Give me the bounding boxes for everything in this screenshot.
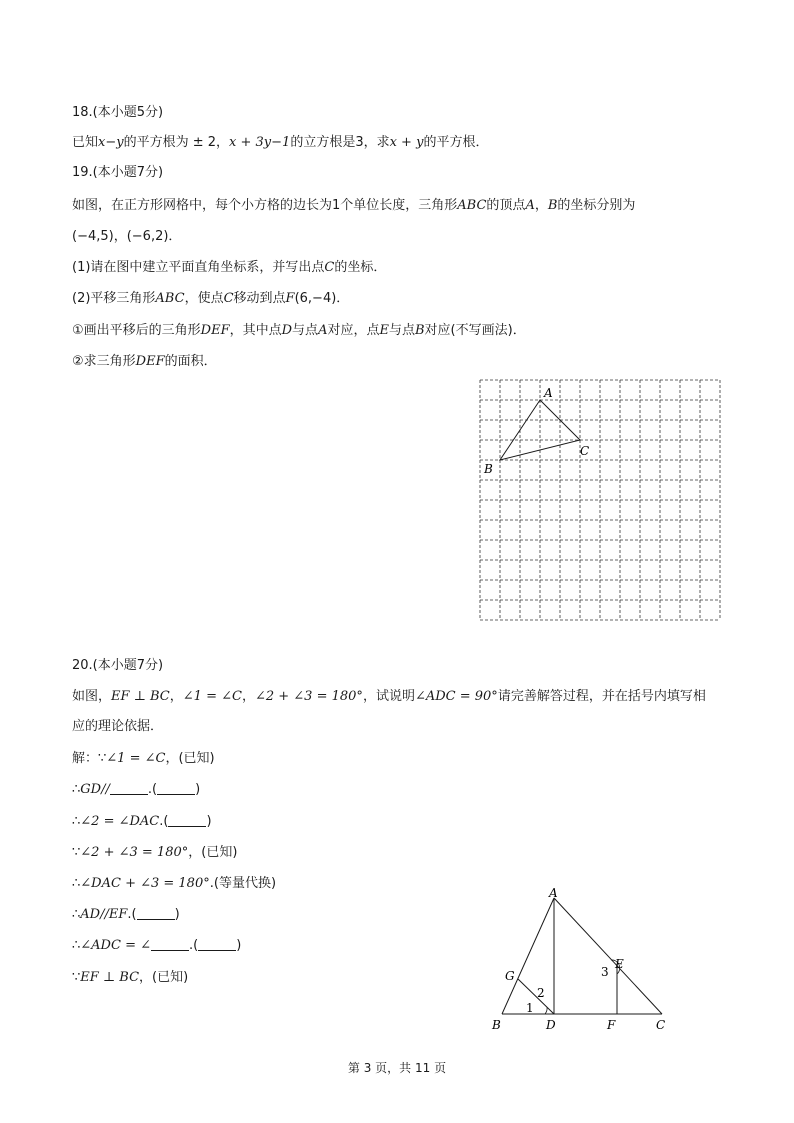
text: 对应(不写画法)． [424,323,526,338]
text: .( [188,938,199,953]
math: A [318,323,328,338]
text: 的平方根为 ± 2， [123,135,230,150]
grid-figure [472,372,728,628]
text: (1)请在图中建立平面直角坐标系，并写出点 [72,260,325,275]
q20-step-1 [72,781,200,799]
math: AD//EF [80,907,128,922]
text: ∴ [72,907,81,922]
text: ①画出平移后的三角形 [72,323,201,338]
q20-header: 20.(本小题7分) [72,658,164,673]
reason-blank[interactable] [198,937,236,951]
q19-sub2 [72,353,217,371]
text: ∵ [72,845,81,860]
math: ∠ADC = ∠ [80,938,151,953]
label-c: C [656,1018,666,1032]
math: B [414,323,425,338]
math: x + y [389,135,424,150]
q20-step-6 [72,937,241,955]
text: ，其中点 [229,323,282,338]
q20-intro-cont: 应的理论依据． [72,719,164,734]
text: ，(已知) [188,845,238,860]
text: ∴ [72,814,81,829]
q19-part2 [72,290,349,308]
math: C [324,260,335,275]
math: ABC [155,291,185,306]
text: 如图，在正方形网格中，每个小方格的边长为1个单位长度，三角形 [72,198,458,213]
text: ，使点 [184,291,224,306]
q20-intro [72,688,706,706]
angle-label-2: 2 [537,986,545,1000]
angle-label-1: 1 [526,1001,534,1015]
text: ∴ [72,938,81,953]
text: ， [534,198,548,213]
text: 的坐标分别为 [557,198,636,213]
reason-blank[interactable] [137,906,175,920]
math: ∠1 = ∠C [182,689,242,704]
text: 如图， [72,689,112,704]
label-f: F [607,1018,616,1032]
text: 对应，点 [327,323,380,338]
label-a: A [544,386,553,400]
math: ∠2 + ∠3 = 180° [254,689,363,704]
math: B [547,198,558,213]
label-g: G [505,969,515,983]
text: 解：∵ [72,751,107,766]
text: (6,−4) [294,291,337,306]
label-e: E [615,957,624,971]
angle-1-arc [545,1007,547,1014]
text: 移动到点 [233,291,286,306]
text: ， [241,689,255,704]
text: ②求三角形 [72,354,136,369]
text: 的面积． [164,354,217,369]
segment-gd [518,979,554,1014]
math: ∠2 + ∠3 = 180° [80,845,189,860]
angle-label-3: 3 [601,965,609,979]
math: ∠1 = ∠C [106,751,166,766]
q20-step-0 [72,750,215,768]
page-footer: 第 3 页，共 11 页 [347,1061,447,1075]
text: ∵ [72,970,81,985]
text: ． [336,291,350,306]
math: F [285,291,295,306]
math: ∠DAC + ∠3 = 180° [80,876,210,891]
math: ABC [457,198,487,213]
q20-step-2 [72,813,212,831]
math: E [379,323,389,338]
text: ，试说明 [362,689,415,704]
text: ) [174,907,180,922]
text: 的坐标． [334,260,387,275]
text: 与点 [292,323,319,338]
math: ∠2 = ∠DAC [80,814,160,829]
q19-sub1 [72,322,526,340]
text: .( [159,814,169,829]
q19-coords: (−4,5)，(−6,2)． [72,229,182,244]
label-b: B [484,462,493,476]
text: 的平方根． [423,135,489,150]
reason-blank[interactable] [157,781,195,795]
text: .(等量代换) [209,876,277,891]
grid-lines [480,380,720,620]
math: DEF [200,323,230,338]
text: ∴ [72,876,81,891]
math: D [281,323,293,338]
text: ) [195,782,201,797]
text: .( [127,907,137,922]
text: (2)平移三角形 [72,291,156,306]
q19-header: 19.(本小题7分) [72,165,164,180]
q19-part1 [72,259,386,277]
text: ，(已知) [165,751,215,766]
math: A [525,198,535,213]
text: 的顶点 [486,198,526,213]
text: ) [206,814,212,829]
q19-intro [72,197,635,215]
math: GD// [80,782,110,797]
text: ) [236,938,242,953]
reason-blank[interactable] [168,813,206,827]
math: EF ⊥ BC [80,970,140,985]
q20-step-3 [72,844,237,862]
q20-step-5 [72,906,180,924]
q20-step-7 [72,969,188,987]
text: 已知 [72,135,99,150]
math: C [223,291,234,306]
math: ∠ADC = 90° [414,689,498,704]
text: ，(已知) [139,970,189,985]
label-d: D [546,1018,556,1032]
segment-ac [554,898,662,1014]
text: ， [169,689,183,704]
text: 请完善解答过程，并在括号内填写相 [497,689,706,704]
label-b: B [492,1018,501,1032]
segment-ab [502,898,554,1014]
answer-blank[interactable] [151,937,189,951]
math: x + 3y−1 [229,135,291,150]
text: 与点 [388,323,415,338]
math: x−y [98,135,124,150]
label-a: A [549,888,558,900]
q20-step-4 [72,875,276,893]
text: 的立方根是3，求 [290,135,390,150]
math: DEF [135,354,165,369]
q18-header: 18.(本小题5分) [72,105,164,120]
triangle-figure [480,888,680,1038]
q18-statement [72,134,488,152]
answer-blank[interactable] [110,781,148,795]
label-c: C [580,444,590,458]
text: .( [147,782,158,797]
math: EF ⊥ BC [111,689,170,704]
text: ∴ [72,782,81,797]
